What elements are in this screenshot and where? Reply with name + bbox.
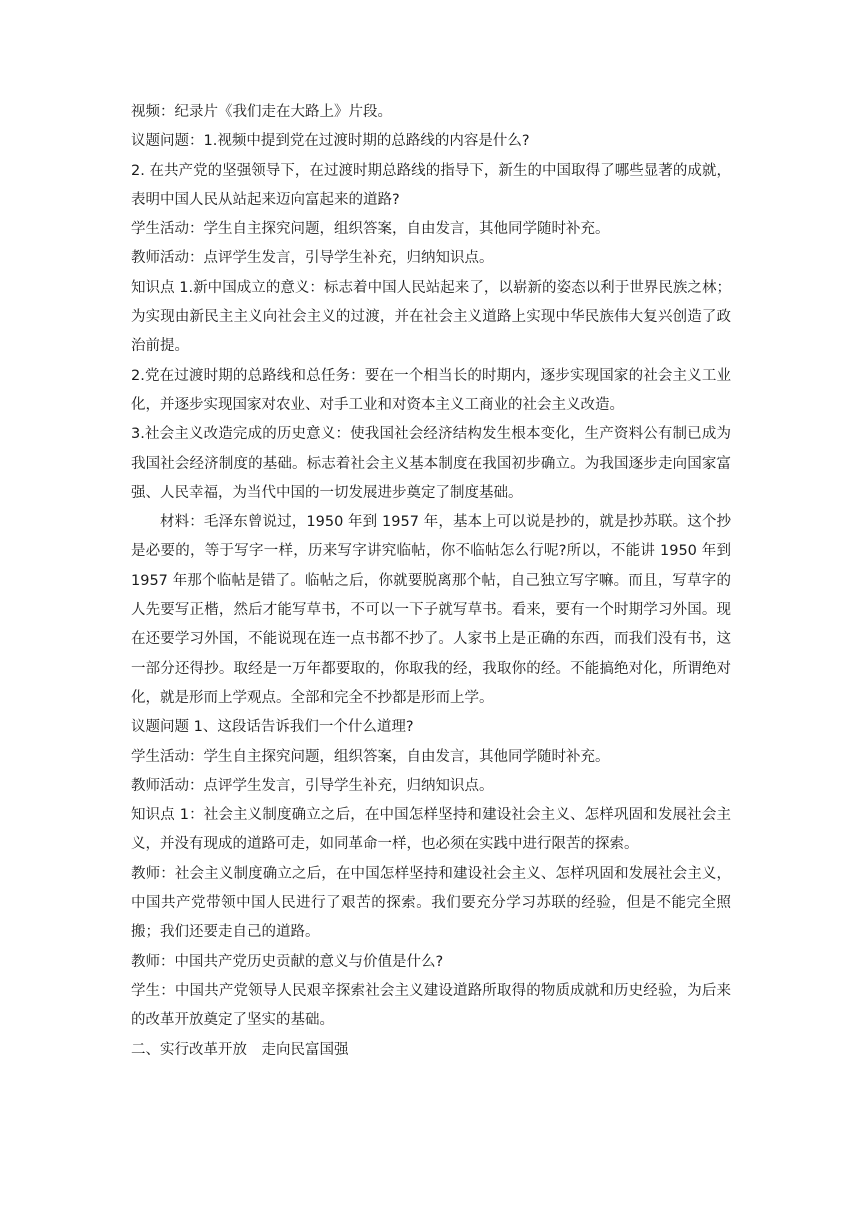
section-heading: 二、实行改革开放 走向民富国强 <box>131 1041 349 1058</box>
paragraph-student-activity: 学生活动：学生自主探究问题，组织答案，自由发言，其他同学随时补充。 <box>131 221 610 238</box>
paragraph-question-1: 议题问题：1.视频中提到党在过渡时期的总路线的内容是什么? <box>131 133 530 150</box>
paragraph-knowledge-2: 2.党在过渡时期的总路线和总任务：要在一个相当长的时期内，逐步实现国家的社会主义工业化，并逐步实现国家对农业、对手工业和对资本主义工商业的社会主义改造。 <box>131 367 731 413</box>
document-body <box>131 98 731 1065</box>
paragraph-video: 视频：纪录片《我们走在大路上》片段。 <box>131 104 392 120</box>
paragraph-teacher-question: 教师：中国共产党历史贡献的意义与价值是什么? <box>131 953 444 970</box>
paragraph-teacher-statement: 教师：社会主义制度确立之后，在中国怎样坚持和建设社会主义、怎样巩固和发展社会主义，中国共产党带领中国人民进行了艰苦的探索。我们要充分学习苏联的经验，但是不能完全照搬；我们还要走自己的道路。 <box>131 865 731 941</box>
paragraph-knowledge-material: 知识点 1：社会主义制度确立之后，在中国怎样坚持和建设社会主义、怎样巩固和发展社会主义，并没有现成的道路可走，如同革命一样，也必须在实践中进行限苦的探索。 <box>131 807 731 853</box>
paragraph-knowledge-3: 3.社会主义改造完成的历史意义：使我国社会经济结构发生根本变化，生产资料公有制已成为我国社会经济制度的基础。标志着社会主义基本制度在我国初步确立。为我国逐步走向国家富强、人民幸福，为当代中国的一切发展进步奠定了制度基础。 <box>131 426 731 501</box>
paragraph-material: 材料：毛泽东曾说过，1950 年到 1957 年，基本上可以说是抄的，就是抄苏联。这个抄是必要的，等于写字一样，历来写字讲究临帖，你不临帖怎么行呢?所以，不能讲 1950 年到 1957 年那个临帖是错了。临帖之后，你就要脱离那个帖，自己独立写字嘛。而且，写草字的人先要写正楷，然后才能写草书，不可以一下子就写草书。看来，要有一个时期学习外国。现在还要学习外国，不能说现在连一点书都不抄了。人家书上是正确的东西，而我们没有书，这一部分还得抄。取经是一万年都要取的，你取我的经，我取你的经。不能搞绝对化，所谓绝对化，就是形而上学观点。全部和完全不抄都是形而上学。 <box>131 514 731 706</box>
paragraph-knowledge-1: 知识点 1.新中国成立的意义：标志着中国人民站起来了，以崭新的姿态以利于世界民族之林；为实现由新民主主义向社会主义的过渡，并在社会主义道路上实现中华民族伟大复兴创造了政治前提。 <box>131 279 731 355</box>
paragraph-student-answer: 学生：中国共产党领导人民艰辛探索社会主义建设道路所取得的物质成就和历史经验，为后来的改革开放奠定了坚实的基础。 <box>131 982 731 1029</box>
paragraph-question-material: 议题问题 1、这段话告诉我们一个什么道理? <box>131 719 414 736</box>
paragraph-teacher-activity-2: 教师活动：点评学生发言，引导学生补充，归纳知识点。 <box>131 777 494 794</box>
paragraph-student-activity-2: 学生活动：学生自主探究问题，组织答案，自由发言，其他同学随时补充。 <box>131 748 610 765</box>
paragraph-question-2: 2. 在共产党的坚强领导下，在过渡时期总路线的指导下，新生的中国取得了哪些显著的成就，表明中国人民从站起来迈向富起来的道路? <box>131 162 731 208</box>
paragraph-teacher-activity: 教师活动：点评学生发言，引导学生补充，归纳知识点。 <box>131 250 494 267</box>
